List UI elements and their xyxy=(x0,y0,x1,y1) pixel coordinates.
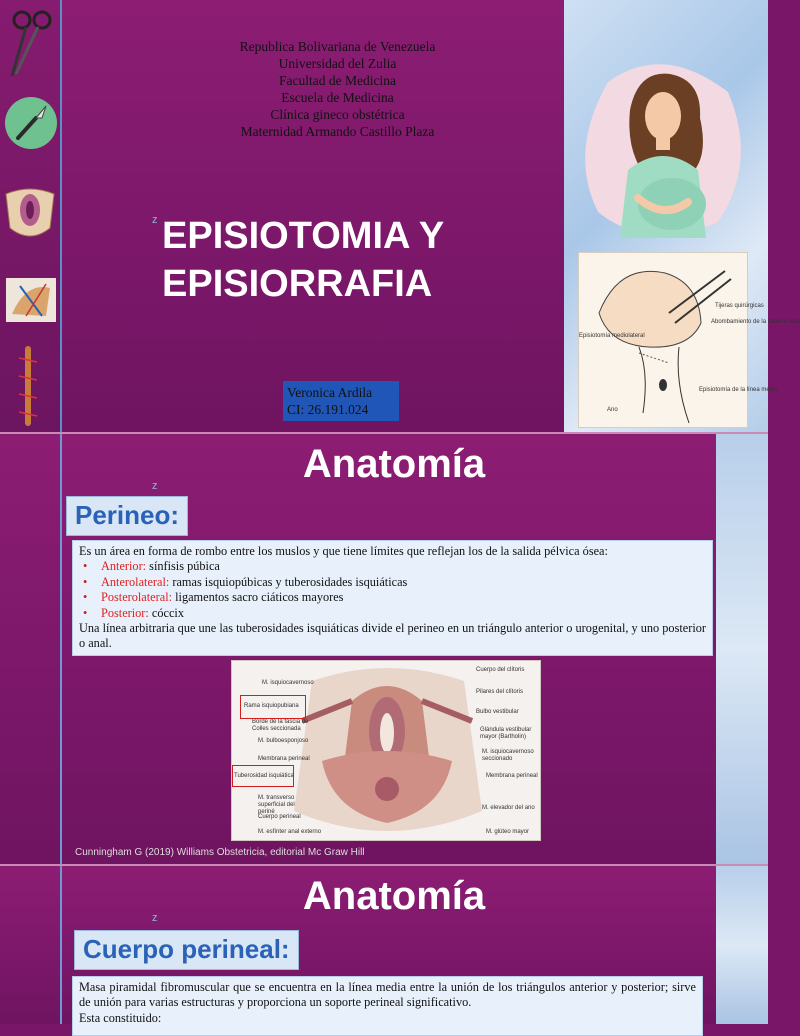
figure-label: Cuerpo del clítoris xyxy=(476,667,525,673)
figure-label: Glándula vestibular mayor (Bartholin) xyxy=(480,727,532,740)
anatomy-cuerpo-perineal-slide xyxy=(0,866,768,1024)
figure-label: M. transverso superficial del periné xyxy=(258,795,295,815)
title-slide xyxy=(0,0,800,432)
title-line: EPISIORRAFIA xyxy=(162,263,433,305)
intro-text: Es un área en forma de rombo entre los muslos y que tiene límites que reflejan los de la salida pélvica ósea: xyxy=(79,544,608,558)
section-label: Perineo: xyxy=(66,496,188,536)
right-decor-strip xyxy=(716,434,768,864)
figure-label: Membrana perineal xyxy=(486,773,538,779)
description-text: Esta constituido: xyxy=(79,1010,162,1025)
title-line: EPISIOTOMIA Y xyxy=(162,215,445,257)
list-item: • Anterior: sínfisis púbica xyxy=(79,559,706,574)
institution-line: Universidad del Zulia xyxy=(278,56,397,71)
figure-label: Membrana perineal xyxy=(258,756,310,762)
figure-label: M. isquiocavernoso seccionado xyxy=(482,749,534,762)
icon-rail xyxy=(0,0,62,432)
page-title xyxy=(162,212,502,308)
author-id: CI: 26.191.024 xyxy=(287,402,369,417)
diagram-label: Ano xyxy=(607,407,618,413)
figure-label: M. esfínter anal externo xyxy=(258,829,322,835)
episiotomy-diagram xyxy=(578,252,800,428)
diagram-label: Episiotomía de la línea media xyxy=(699,387,778,393)
figure-caption: Cunningham G (2019) Williams Obstetricia, editorial Mc Graw Hill xyxy=(75,847,365,858)
closing-text: Una línea arbitraria que une las tuberosidades isquiáticas divide el perineo en un triángulo anterior o urogenital, y uno posterior o anal. xyxy=(79,621,706,651)
z-mark: z xyxy=(152,912,158,924)
scissors-icon xyxy=(6,8,56,80)
list-item: • Posterolateral: ligamentos sacro ciáticos mayores xyxy=(79,590,706,605)
figure-label: M. glúteo mayor xyxy=(486,829,530,835)
diagram-label: Tijeras quirúrgicas xyxy=(715,303,764,309)
figure-label: Borde de la fascia de Colles seccionada xyxy=(252,719,309,732)
z-mark: z xyxy=(152,480,158,492)
figure-label: Pilares del clítoris xyxy=(476,689,524,695)
figure-label: Cuerpo perineal xyxy=(258,814,301,820)
diagram-label: Abombamiento de la cabeza fetal xyxy=(711,319,800,325)
description-text: Masa piramidal fibromuscular que se encuentra en la línea media entre la unión de los triángulos anterior y posterior; sirve de unión para varias estructuras y proporciona un soporte perineal significativo. xyxy=(79,980,696,1010)
list-item: • Posterior: cóccix xyxy=(79,606,706,621)
pregnant-woman-illustration xyxy=(568,52,758,238)
list-item: • Anterolateral: ramas isquiopúbicas y tuberosidades isquiáticas xyxy=(79,575,706,590)
suture-icon xyxy=(16,344,40,428)
slide-heading: Anatomía xyxy=(302,874,486,918)
institution-line: Republica Bolivariana de Venezuela xyxy=(239,39,436,54)
scalpel-icon xyxy=(4,96,58,150)
institution-line: Clínica gineco obstétrica xyxy=(270,107,405,122)
institution-line: Facultad de Medicina xyxy=(279,73,396,88)
figure-label: Rama isquiopubiana xyxy=(244,703,299,709)
author-name: Veronica Ardila xyxy=(287,385,373,400)
author-box xyxy=(283,381,399,421)
institution-line: Escuela de Medicina xyxy=(281,90,394,105)
rail-divider xyxy=(60,434,62,864)
highlight-box xyxy=(232,765,294,787)
figure-label: M. isquiocavernoso xyxy=(262,680,314,686)
figure-label: M. bulboesponjoso xyxy=(258,738,309,744)
slide-heading: Anatomía xyxy=(302,442,486,486)
figure-label: M. elevador del ano xyxy=(482,805,535,811)
institution-line: Maternidad Armando Castillo Plaza xyxy=(240,124,435,139)
diagram-label: Episiotomía mediolateral xyxy=(579,333,645,339)
highlight-box xyxy=(240,695,306,719)
cuerpo-perineal-text-box xyxy=(72,976,703,1036)
perineum-figure xyxy=(231,660,541,841)
anatomy-perineo-slide xyxy=(0,434,768,864)
anatomy-diagram-icon xyxy=(6,278,56,322)
figure-label: Tuberosidad isquiática xyxy=(234,773,294,779)
section-label: Cuerpo perineal: xyxy=(74,930,299,970)
limits-list xyxy=(79,559,706,621)
pelvis-icon xyxy=(0,184,60,244)
perineo-text-box xyxy=(72,540,713,656)
figure-label: Bulbo vestibular xyxy=(476,709,519,715)
institution-block xyxy=(150,38,525,140)
right-image-panel xyxy=(564,0,800,432)
z-mark: z xyxy=(152,214,158,226)
